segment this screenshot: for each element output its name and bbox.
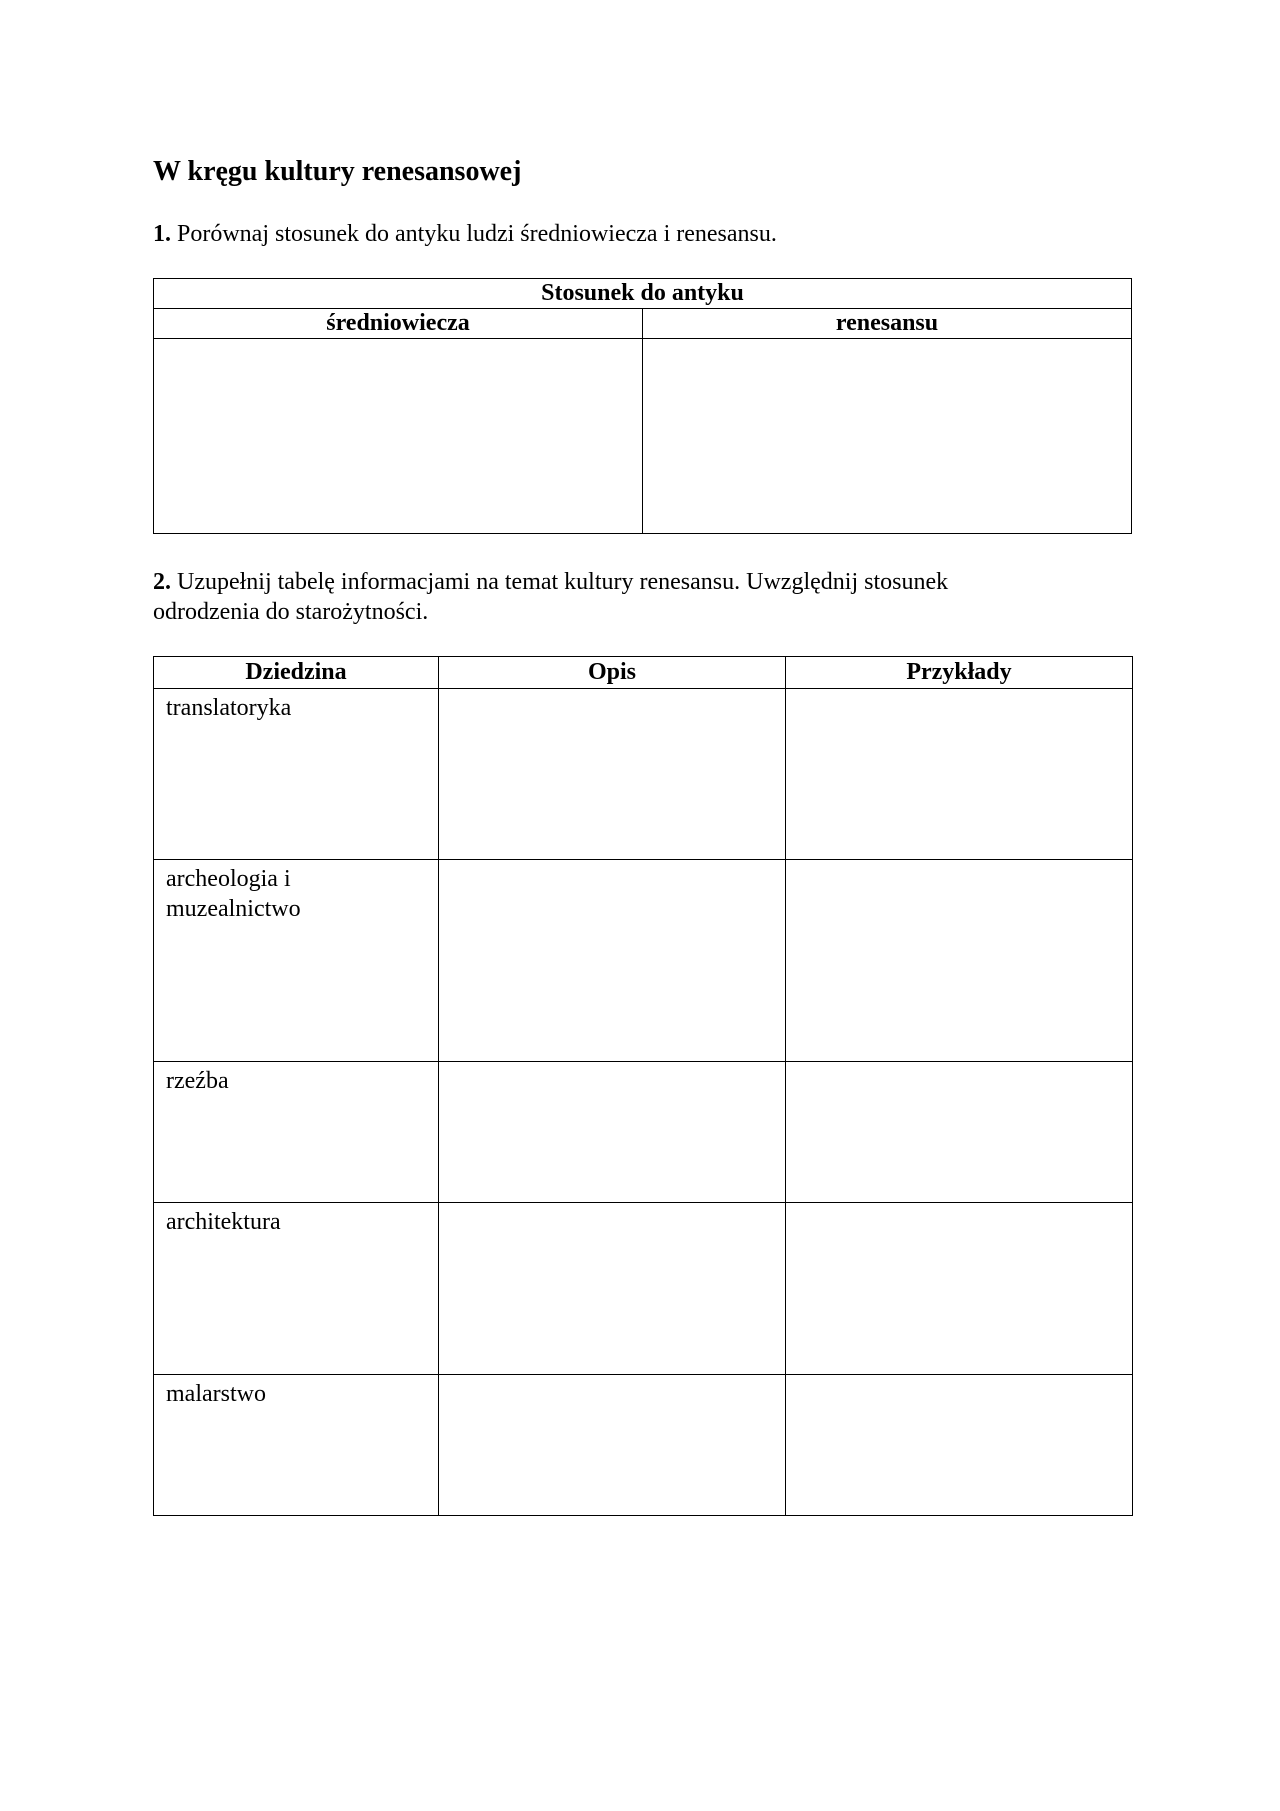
table-row — [154, 860, 1133, 1062]
column-header-domain: Dziedzina — [154, 657, 439, 689]
task-1-number: 1. — [153, 221, 171, 247]
column-header-middle-ages: średniowiecza — [154, 309, 643, 339]
examples-cell[interactable] — [786, 689, 1133, 860]
table-row — [154, 689, 1133, 860]
task-1-text: Porównaj stosunek do antyku ludzi średniowiecza i renesansu. — [171, 221, 777, 247]
table-row — [154, 1062, 1133, 1203]
domain-cell: rzeźba — [154, 1062, 439, 1203]
antiquity-attitude-table — [153, 278, 1132, 534]
column-header-examples: Przykłady — [786, 657, 1133, 689]
page-title: W kręgu kultury renesansowej — [153, 156, 522, 187]
description-cell[interactable] — [439, 1203, 786, 1375]
task-1-instruction — [153, 219, 777, 249]
description-cell[interactable] — [439, 1062, 786, 1203]
description-cell[interactable] — [439, 689, 786, 860]
antiquity-table-header: Stosunek do antyku — [154, 279, 1132, 309]
task-2-instruction — [153, 567, 1053, 627]
description-cell[interactable] — [439, 1375, 786, 1516]
task-2-text: Uzupełnij tabelę informacjami na temat kultury renesansu. Uwzględnij stosunek odrodzenia do starożytności. — [153, 569, 949, 625]
table-row — [154, 1375, 1133, 1516]
answer-cell-renaissance[interactable] — [643, 339, 1132, 534]
examples-cell[interactable] — [786, 1375, 1133, 1516]
examples-cell[interactable] — [786, 860, 1133, 1062]
column-header-description: Opis — [439, 657, 786, 689]
domain-cell: translatoryka — [154, 689, 439, 860]
renaissance-culture-table — [153, 656, 1133, 1516]
table-row — [154, 1203, 1133, 1375]
examples-cell[interactable] — [786, 1062, 1133, 1203]
domain-cell: architektura — [154, 1203, 439, 1375]
task-2-number: 2. — [153, 569, 171, 595]
answer-cell-middle-ages[interactable] — [154, 339, 643, 534]
domain-cell: archeologia i muzealnictwo — [154, 860, 439, 1062]
description-cell[interactable] — [439, 860, 786, 1062]
column-header-renaissance: renesansu — [643, 309, 1132, 339]
examples-cell[interactable] — [786, 1203, 1133, 1375]
domain-cell: malarstwo — [154, 1375, 439, 1516]
